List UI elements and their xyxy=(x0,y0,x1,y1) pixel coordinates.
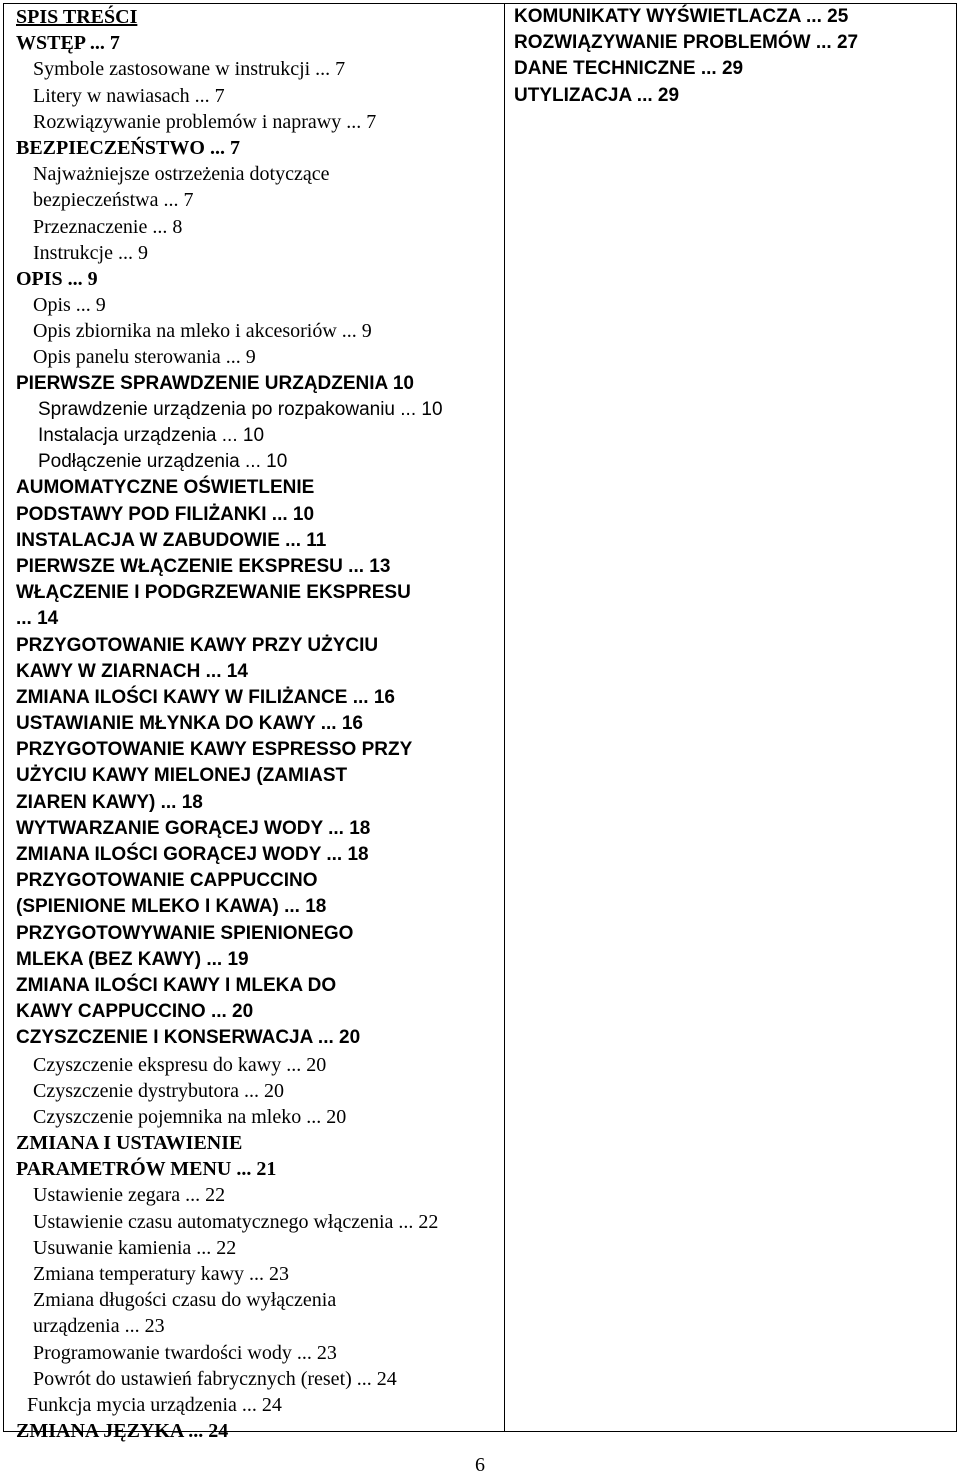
toc-entry: MLEKA (BEZ KAWY) ... 19 xyxy=(16,948,249,970)
toc-entry: PRZYGOTOWYWANIE SPIENIONEGO xyxy=(16,922,354,944)
toc-entry: KAWY W ZIARNACH ... 14 xyxy=(16,660,248,682)
toc-entry: Ustawienie czasu automatycznego włączenia ... 22 xyxy=(33,1210,439,1233)
toc-entry: PIERWSZE WŁĄCZENIE EKSPRESU ... 13 xyxy=(16,555,391,577)
toc-entry: WŁĄCZENIE I PODGRZEWANIE EKSPRESU xyxy=(16,582,411,604)
column-divider xyxy=(504,3,505,1432)
toc-entry: KOMUNIKATY WYŚWIETLACZA ... 25 xyxy=(514,6,849,27)
toc-entry: Najważniejsze ostrzeżenia dotyczące xyxy=(33,163,330,186)
toc-entry: Czyszczenie pojemnika na mleko ... 20 xyxy=(33,1105,347,1128)
toc-entry: ZMIANA ILOŚCI GORĄCEJ WODY ... 18 xyxy=(16,844,369,865)
toc-entry: ... 14 xyxy=(16,608,59,630)
toc-entry: ZMIANA I USTAWIENIE xyxy=(16,1132,243,1155)
toc-entry: ZIAREN KAWY) ... 18 xyxy=(16,791,203,813)
toc-entry: ZMIANA ILOŚCI KAWY I MLEKA DO xyxy=(16,974,337,996)
toc-entry: ROZWIĄZYWANIE PROBLEMÓW ... 27 xyxy=(514,32,859,54)
toc-entry: CZYSZCZENIE I KONSERWACJA ... 20 xyxy=(16,1027,361,1049)
toc-entry: Symbole zastosowane w instrukcji ... 7 xyxy=(33,58,346,81)
toc-entry: PARAMETRÓW MENU ... 21 xyxy=(16,1158,277,1181)
toc-entry: Rozwiązywanie problemów i naprawy ... 7 xyxy=(33,110,377,133)
toc-entry: PRZYGOTOWANIE KAWY PRZY UŻYCIU xyxy=(16,634,379,656)
toc-entry: (SPIENIONE MLEKO I KAWA) ... 18 xyxy=(16,896,327,918)
toc-entry: Programowanie twardości wody ... 23 xyxy=(33,1341,337,1364)
toc-entry: ZMIANA ILOŚCI KAWY W FILIŻANCE ... 16 xyxy=(16,686,395,708)
toc-entry: UŻYCIU KAWY MIELONEJ (ZAMIAST xyxy=(16,765,348,787)
toc-entry: PRZYGOTOWANIE KAWY ESPRESSO PRZY xyxy=(16,739,413,761)
toc-entry: Powrót do ustawień fabrycznych (reset) ... 24 xyxy=(33,1367,397,1390)
toc-entry: INSTALACJA W ZABUDOWIE ... 11 xyxy=(16,529,327,551)
toc-entry: PODSTAWY POD FILIŻANKI ... 10 xyxy=(16,503,315,525)
toc-entry: Zmiana temperatury kawy ... 23 xyxy=(33,1263,290,1285)
toc-entry: Litery w nawiasach ... 7 xyxy=(33,84,225,107)
toc-entry: PRZYGOTOWANIE CAPPUCCINO xyxy=(16,870,318,892)
toc-entry: Funkcja mycia urządzenia ... 24 xyxy=(27,1393,282,1416)
toc-entry: BEZPIECZEŃSTWO ... 7 xyxy=(16,136,240,159)
toc-entry: Opis ... 9 xyxy=(33,294,106,317)
toc-entry: Usuwanie kamienia ... 22 xyxy=(33,1236,237,1259)
toc-entry: Instalacja urządzenia ... 10 xyxy=(38,425,265,446)
toc-entry: Czyszczenie dystrybutora ... 20 xyxy=(33,1079,285,1102)
toc-entry: DANE TECHNICZNE ... 29 xyxy=(514,58,744,80)
toc-entry: UTYLIZACJA ... 29 xyxy=(514,84,680,106)
toc-entry: USTAWIANIE MŁYNKA DO KAWY ... 16 xyxy=(16,713,363,735)
toc-right-column xyxy=(514,4,944,109)
page-number: 6 xyxy=(475,1454,485,1476)
toc-entry: Czyszczenie ekspresu do kawy ... 20 xyxy=(33,1053,327,1076)
toc-heading: SPIS TREŚCI xyxy=(16,6,138,28)
toc-entry: ZMIANA JĘZYKA ... 24 xyxy=(16,1420,229,1443)
toc-entry: OPIS ... 9 xyxy=(16,267,98,290)
toc-entry: Instrukcje ... 9 xyxy=(33,241,148,264)
toc-entry: Ustawienie zegara ... 22 xyxy=(33,1184,226,1207)
toc-entry: Zmiana długości czasu do wyłączenia xyxy=(33,1289,337,1312)
toc-entry: Podłączenie urządzenia ... 10 xyxy=(38,451,288,473)
toc-entry: AUMOMATYCZNE OŚWIETLENIE xyxy=(16,477,315,499)
toc-entry: Opis panelu sterowania ... 9 xyxy=(33,346,256,369)
toc-entry: bezpieczeństwa ... 7 xyxy=(33,189,194,212)
toc-entry: Opis zbiornika na mleko i akcesoriów ... 9 xyxy=(33,320,372,343)
toc-entry: WSTĘP ... 7 xyxy=(16,32,120,55)
toc-left-column xyxy=(16,4,496,1444)
toc-entry: urządzenia ... 23 xyxy=(33,1315,165,1338)
toc-entry: PIERWSZE SPRAWDZENIE URZĄDZENIA 10 xyxy=(16,372,414,394)
toc-entry: Przeznaczenie ... 8 xyxy=(33,215,183,238)
toc-entry: Sprawdzenie urządzenia po rozpakowaniu ... 10 xyxy=(38,398,443,420)
toc-entry: KAWY CAPPUCCINO ... 20 xyxy=(16,1001,254,1023)
toc-entry: WYTWARZANIE GORĄCEJ WODY ... 18 xyxy=(16,817,371,839)
